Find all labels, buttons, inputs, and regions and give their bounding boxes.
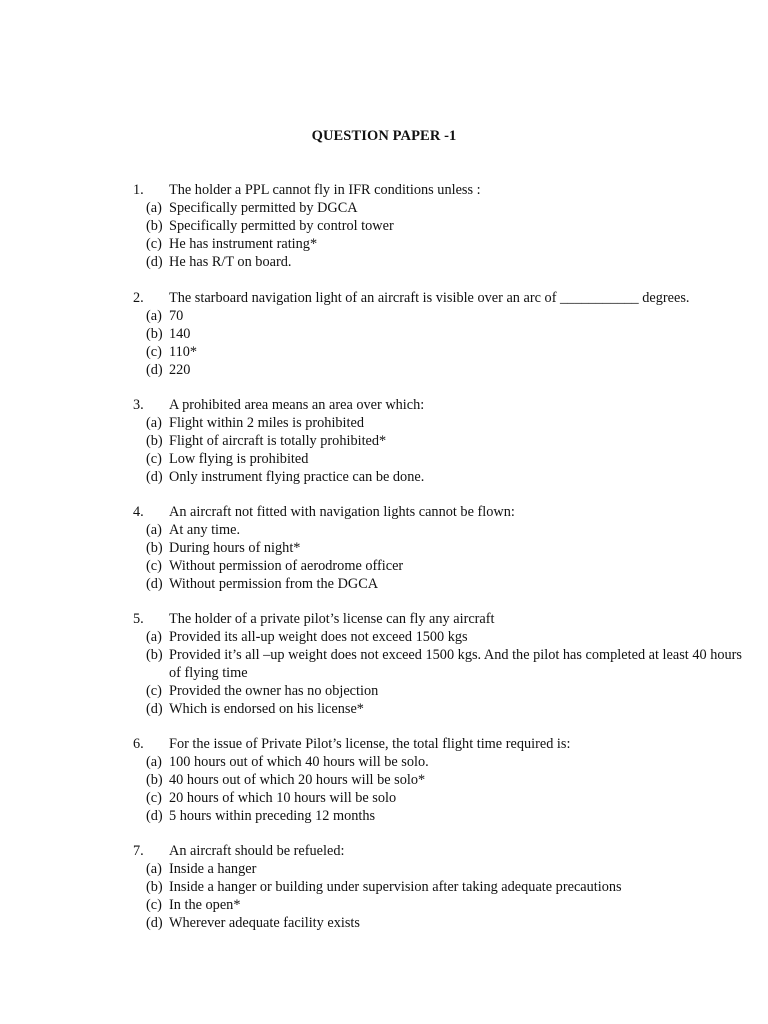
option-text: Low flying is prohibited xyxy=(169,451,309,467)
option-text: 70 xyxy=(169,308,184,324)
option-text: 220 xyxy=(169,362,191,378)
option-letter: (b) xyxy=(146,879,163,895)
question-line xyxy=(0,735,768,753)
option-text: Without permission of aerodrome officer xyxy=(169,558,404,574)
option-text: He has instrument rating* xyxy=(169,236,318,252)
option-text: 140 xyxy=(169,326,191,342)
option-text: 20 hours of which 10 hours will be solo xyxy=(169,790,397,806)
option-text: Specifically permitted by control tower xyxy=(169,218,394,234)
option-letter: (c) xyxy=(146,683,162,699)
option-letter: (c) xyxy=(146,897,162,913)
option-letter: (a) xyxy=(146,308,162,324)
option-letter: (b) xyxy=(146,647,163,663)
question-6 xyxy=(0,735,768,825)
option-a xyxy=(0,521,768,539)
option-text: Flight within 2 miles is prohibited xyxy=(169,415,364,431)
question-text: A prohibited area means an area over which: xyxy=(169,397,425,413)
question-number: 3. xyxy=(133,397,144,413)
option-b xyxy=(0,771,768,789)
question-number: 5. xyxy=(133,611,144,627)
option-text: Flight of aircraft is totally prohibited* xyxy=(169,433,387,449)
option-a xyxy=(0,199,768,217)
option-letter: (c) xyxy=(146,451,162,467)
option-text: Inside a hanger xyxy=(169,861,257,877)
option-d xyxy=(0,914,768,932)
option-text: Provided the owner has no objection xyxy=(169,683,379,699)
question-text: An aircraft should be refueled: xyxy=(169,843,345,859)
option-d xyxy=(0,575,768,593)
option-letter: (d) xyxy=(146,701,163,717)
option-c xyxy=(0,896,768,914)
question-4 xyxy=(0,503,768,593)
option-letter: (a) xyxy=(146,522,162,538)
option-text: Only instrument flying practice can be done. xyxy=(169,469,425,485)
option-letter: (d) xyxy=(146,915,163,931)
option-letter: (b) xyxy=(146,433,163,449)
option-text: Wherever adequate facility exists xyxy=(169,915,360,931)
question-text: An aircraft not fitted with navigation lights cannot be flown: xyxy=(169,504,515,520)
option-text: He has R/T on board. xyxy=(169,254,292,270)
question-line xyxy=(0,396,768,414)
option-letter: (d) xyxy=(146,576,163,592)
option-letter: (d) xyxy=(146,362,163,378)
option-text: 110* xyxy=(169,344,198,360)
question-number: 2. xyxy=(133,290,144,306)
option-text: 5 hours within preceding 12 months xyxy=(169,808,376,824)
option-a xyxy=(0,860,768,878)
option-c xyxy=(0,450,768,468)
option-c xyxy=(0,682,768,700)
question-number: 6. xyxy=(133,736,144,752)
option-text: During hours of night* xyxy=(169,540,301,556)
option-text: Specifically permitted by DGCA xyxy=(169,200,358,216)
option-letter: (c) xyxy=(146,790,162,806)
question-line xyxy=(0,610,768,628)
option-letter: (c) xyxy=(146,236,162,252)
option-d xyxy=(0,807,768,825)
option-letter: (d) xyxy=(146,469,163,485)
option-b xyxy=(0,432,768,450)
option-d xyxy=(0,700,768,718)
question-line xyxy=(0,181,768,199)
option-a xyxy=(0,628,768,646)
question-line xyxy=(0,842,768,860)
question-number: 1. xyxy=(133,182,144,198)
option-letter: (d) xyxy=(146,254,163,270)
question-number: 4. xyxy=(133,504,144,520)
question-number: 7. xyxy=(133,843,144,859)
option-letter: (b) xyxy=(146,218,163,234)
option-d xyxy=(0,361,768,379)
option-letter: (b) xyxy=(146,772,163,788)
option-letter: (b) xyxy=(146,326,163,342)
question-text: The holder of a private pilot’s license can fly any aircraft xyxy=(169,611,495,627)
option-letter: (b) xyxy=(146,540,163,556)
question-text: The starboard navigation light of an aircraft is visible over an arc of ___________ degrees. xyxy=(169,290,690,306)
question-line xyxy=(0,289,768,307)
option-b xyxy=(0,878,768,896)
question-3 xyxy=(0,396,768,486)
option-b xyxy=(0,325,768,343)
option-a xyxy=(0,414,768,432)
option-b xyxy=(0,217,768,235)
option-c xyxy=(0,235,768,253)
option-text: In the open* xyxy=(169,897,241,913)
option-letter: (a) xyxy=(146,415,162,431)
option-d xyxy=(0,468,768,486)
option-text: At any time. xyxy=(169,522,241,538)
option-text: Provided its all-up weight does not exceed 1500 kgs xyxy=(169,629,468,645)
option-b xyxy=(0,539,768,557)
option-letter: (a) xyxy=(146,200,162,216)
page-title: QUESTION PAPER -1 xyxy=(311,128,457,144)
option-letter: (a) xyxy=(146,629,162,645)
option-text: Without permission from the DGCA xyxy=(169,576,379,592)
question-text: The holder a PPL cannot fly in IFR conditions unless : xyxy=(169,182,481,198)
option-c xyxy=(0,557,768,575)
option-letter: (c) xyxy=(146,344,162,360)
option-a xyxy=(0,753,768,771)
question-text: For the issue of Private Pilot’s license, the total flight time required is: xyxy=(169,736,571,752)
question-line xyxy=(0,503,768,521)
option-text: 100 hours out of which 40 hours will be solo. xyxy=(169,754,429,770)
option-b xyxy=(0,646,768,682)
option-text: 40 hours out of which 20 hours will be solo* xyxy=(169,772,426,788)
question-7 xyxy=(0,842,768,932)
question-2 xyxy=(0,289,768,379)
option-a xyxy=(0,307,768,325)
option-c xyxy=(0,789,768,807)
option-text: Inside a hanger or building under supervision after taking adequate precautions xyxy=(169,879,622,895)
option-text: Provided it’s all –up weight does not exceed 1500 kgs. And the pilot has completed at least 40 hours of flying time xyxy=(169,647,742,681)
question-1 xyxy=(0,181,768,271)
option-letter: (d) xyxy=(146,808,163,824)
option-letter: (c) xyxy=(146,558,162,574)
question-5 xyxy=(0,610,768,718)
option-letter: (a) xyxy=(146,754,162,770)
option-text: Which is endorsed on his license* xyxy=(169,701,364,717)
option-d xyxy=(0,253,768,271)
option-letter: (a) xyxy=(146,861,162,877)
option-c xyxy=(0,343,768,361)
